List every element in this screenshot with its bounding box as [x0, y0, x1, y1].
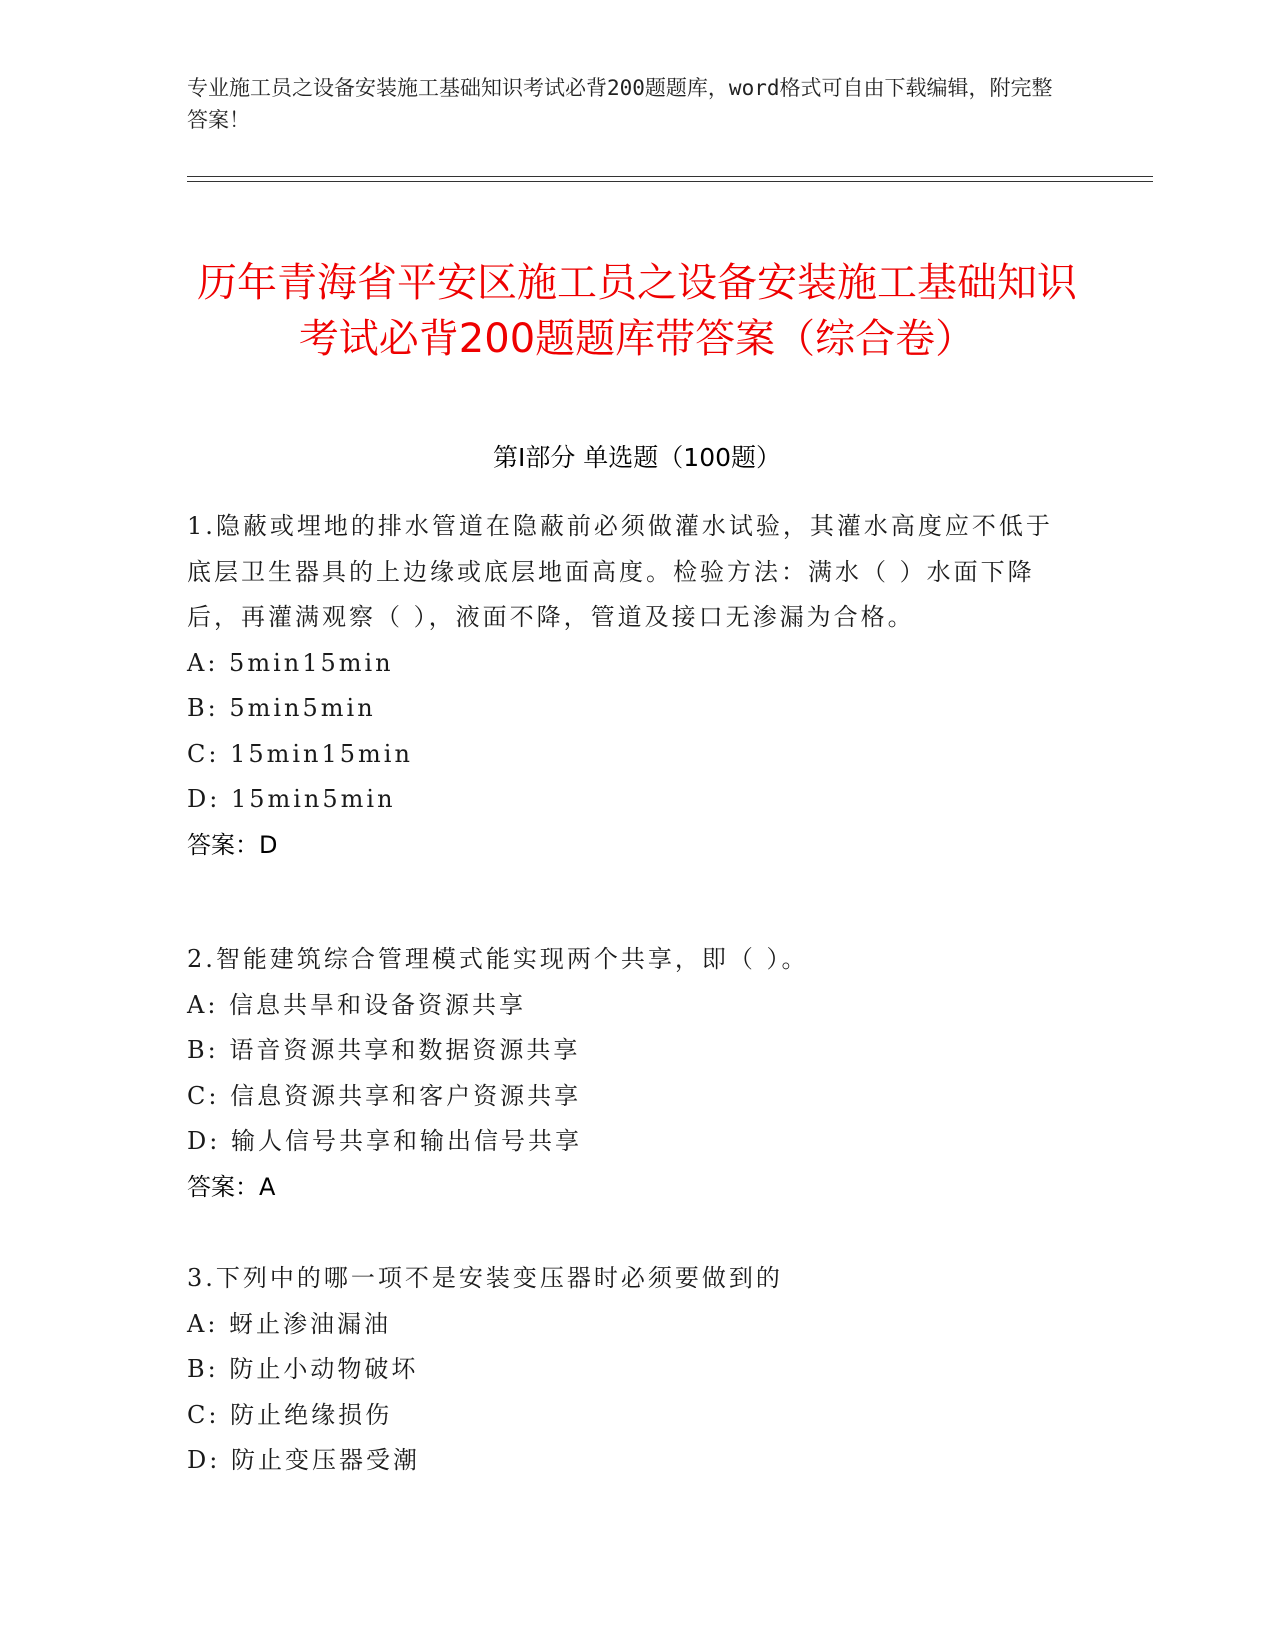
option-d: D: 输人信号共享和输出信号共享: [187, 1127, 582, 1155]
option-c: C: 防止绝缘损伤: [187, 1400, 393, 1429]
option-a: A: 蚜止渗油漏油: [187, 1309, 392, 1338]
section-heading: 第I部分 单选题（100题）: [492, 443, 782, 472]
header-rule-bottom: [187, 181, 1153, 182]
question-stem: 2.智能建筑综合管理模式能实现两个共享，即（ ）。: [187, 945, 809, 973]
document-title: 历年青海省平安区施工员之设备安装施工基础知识考试必背200题题库带答案（综合卷）: [197, 259, 1077, 362]
question-stem: 1.隐蔽或埋地的排水管道在隐蔽前必须做灌水试验，其灌水高度应不低于底层卫生器具的上边缘或底层地面高度。检验方法：满水（ ）水面下降后，再灌满观察（ ），液面不降，管道及接口无渗漏为合格。: [187, 512, 1053, 631]
option-c: C: 信息资源共享和客户资源共享: [187, 1081, 582, 1110]
option-a: A: 5min15min: [187, 648, 394, 677]
question-2: [187, 937, 1067, 1210]
question-3: [187, 1256, 1067, 1484]
option-b: B: 语音资源共享和数据资源共享: [187, 1036, 581, 1064]
option-b: B: 防止小动物破坏: [187, 1355, 419, 1383]
option-d: D: 15min5min: [187, 785, 396, 813]
option-c: C: 15min15min: [187, 739, 413, 768]
answer: 答案：A: [187, 1172, 276, 1201]
option-a: A: 信息共旱和设备资源共享: [187, 990, 527, 1019]
page-header: 专业施工员之设备安装施工基础知识考试必背200题题库，word格式可自由下载编辑，附完整答案！: [187, 76, 1053, 132]
option-d: D: 防止变压器受潮: [187, 1446, 420, 1474]
answer: 答案：D: [187, 830, 278, 859]
question-stem: 3.下列中的哪一项不是安装变压器时必须要做到的: [187, 1264, 783, 1292]
question-1: [187, 504, 1067, 868]
option-b: B: 5min5min: [187, 694, 376, 722]
header-rule-top: [187, 176, 1153, 177]
